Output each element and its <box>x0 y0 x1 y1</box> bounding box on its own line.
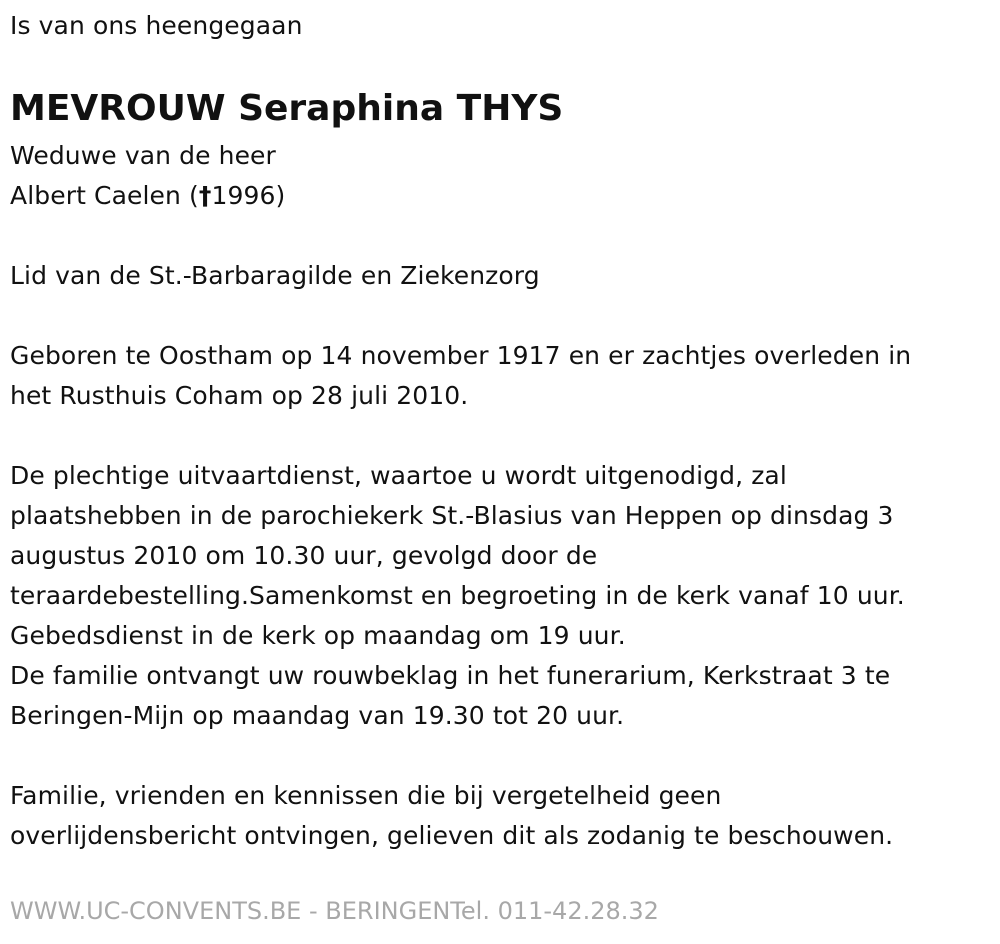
death-notice <box>10 0 985 931</box>
service-paragraph <box>10 456 985 736</box>
deceased-name: MEVROUW Seraphina THYS <box>10 88 564 129</box>
service-line: Beringen-Mijn op maandag van 19.30 tot 20 uur. <box>10 701 625 730</box>
service-line: De familie ontvangt uw rouwbeklag in het funerarium, Kerkstraat 3 te <box>10 661 891 690</box>
spouse-death-year: 1996) <box>211 181 286 210</box>
cross-icon: † <box>198 181 212 210</box>
membership-text: Lid van de St.-Barbaragilde en Ziekenzorg <box>10 261 540 290</box>
closing-line-2: overlijdensbericht ontvingen, gelieven dit als zodanig te beschouwen. <box>10 821 894 850</box>
spouse-line-2 <box>10 176 985 216</box>
closing-line-1: Familie, vrienden en kennissen die bij vergetelheid geen <box>10 781 722 810</box>
intro-text: Is van ons heengegaan <box>10 11 303 40</box>
birth-line-1: Geboren te Oostham op 14 november 1917 en er zachtjes overleden in <box>10 341 912 370</box>
spouse-name: Albert Caelen ( <box>10 181 199 210</box>
service-line: Gebedsdienst in de kerk op maandag om 19 uur. <box>10 621 626 650</box>
birth-line-2: het Rusthuis Coham op 28 juli 2010. <box>10 381 469 410</box>
service-line: De plechtige uitvaartdienst, waartoe u wordt uitgenodigd, zal <box>10 461 787 490</box>
service-line: teraardebestelling.Samenkomst en begroeting in de kerk vanaf 10 uur. <box>10 581 905 610</box>
footer-contact: WWW.UC-CONVENTS.BE - BERINGENTel. 011-42.28.32 <box>10 897 659 925</box>
service-line: augustus 2010 om 10.30 uur, gevolgd door de <box>10 541 598 570</box>
service-line: plaatshebben in de parochiekerk St.-Blasius van Heppen op dinsdag 3 <box>10 501 894 530</box>
spouse-line-1: Weduwe van de heer <box>10 141 276 170</box>
